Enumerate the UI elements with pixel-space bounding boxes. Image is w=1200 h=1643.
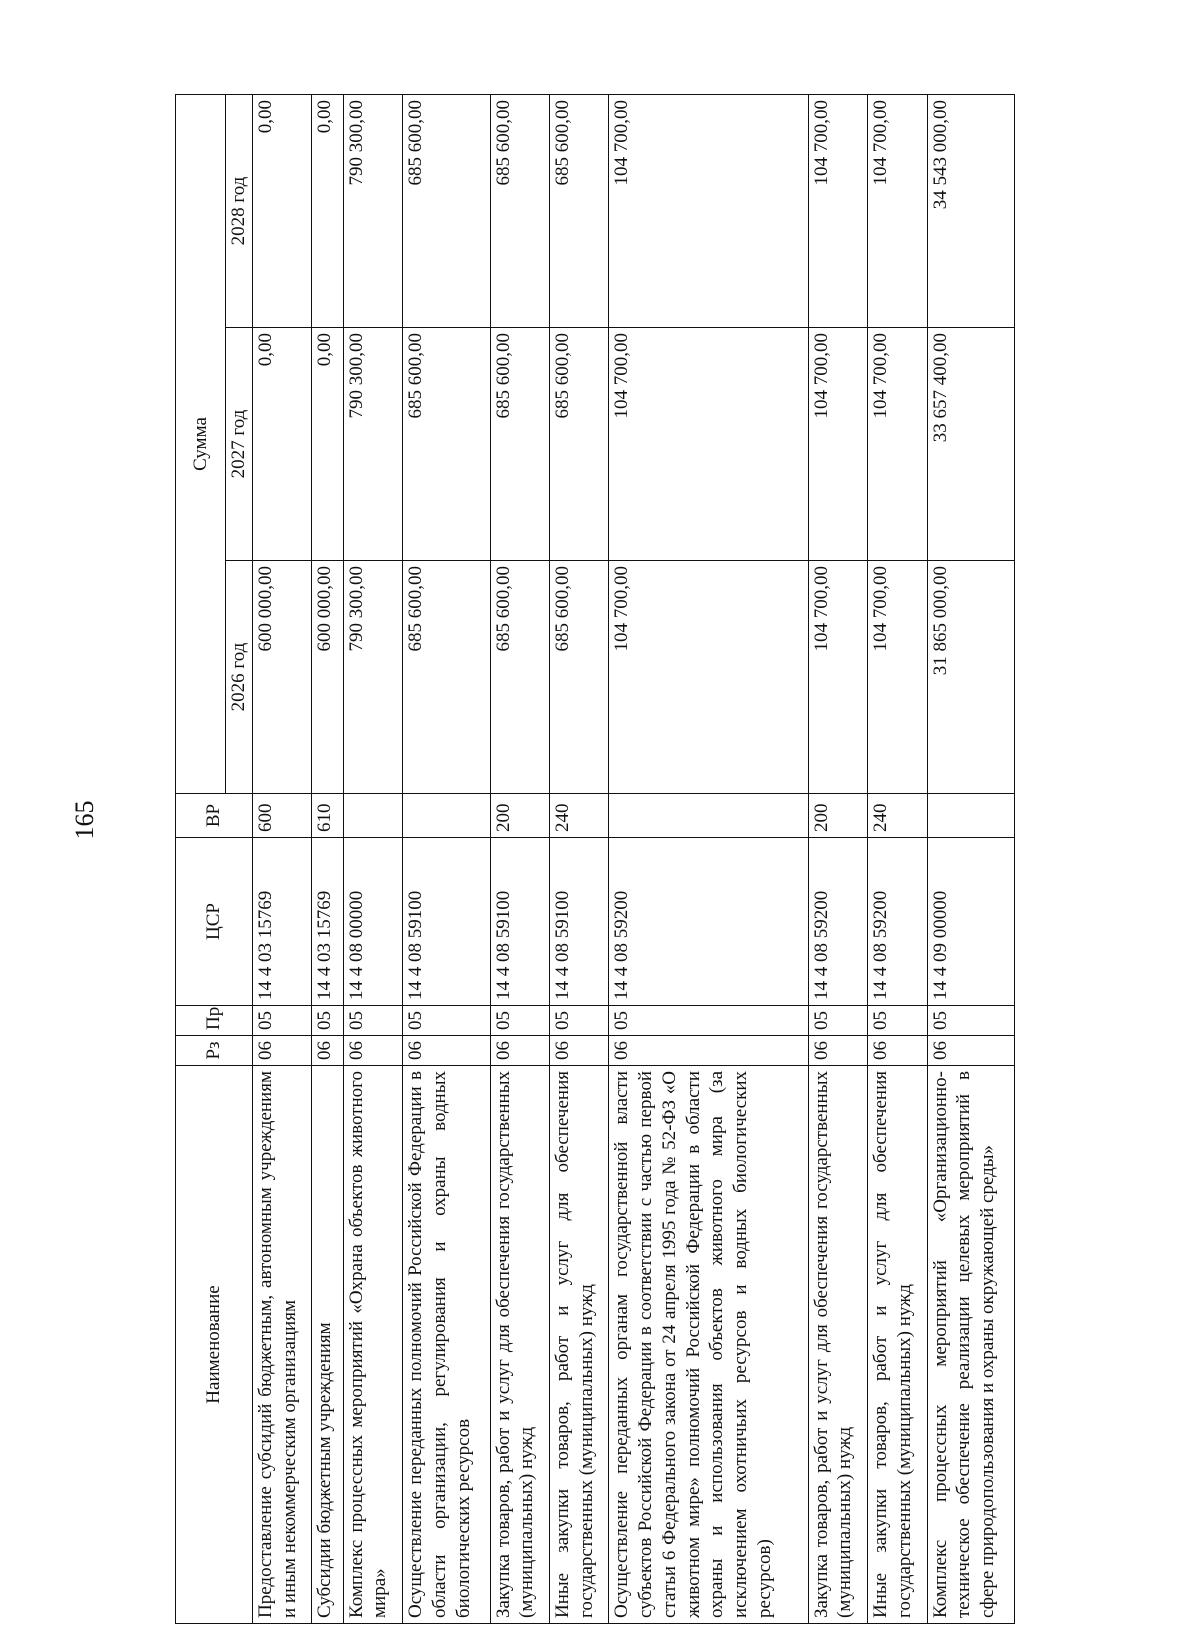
row-sum-2027: 104 700,00 (609, 328, 808, 561)
row-name: Закупка товаров, работ и услуг для обеспечения государственных (муниципальных) нужд (808, 1066, 867, 1624)
row-pr: 05 (403, 1006, 490, 1036)
table-row (808, 94, 867, 1623)
row-name: Субсидии бюджетным учреждениям (312, 1066, 343, 1624)
row-sum-2027: 104 700,00 (868, 328, 927, 561)
row-csr: 14 4 08 00000 (343, 838, 402, 1006)
row-csr: 14 4 08 59200 (609, 838, 808, 1006)
row-sum-2027: 685 600,00 (490, 328, 549, 561)
row-rz: 06 (927, 1036, 1015, 1066)
table-row (609, 94, 808, 1623)
header-csr: ЦСР (176, 838, 253, 1006)
row-rz: 06 (252, 1036, 311, 1066)
row-sum-2028: 685 600,00 (549, 94, 608, 327)
row-name: Комплекс процессных мероприятий «Организационно-техническое обеспечение реализации целевых мероприятий в сфере природопользования и охраны окружающей среды» (927, 1066, 1015, 1624)
row-vr: 200 (808, 794, 867, 838)
row-csr: 14 4 08 59200 (808, 838, 867, 1006)
row-csr: 14 4 03 15769 (252, 838, 311, 1006)
row-sum-2026: 104 700,00 (808, 561, 867, 794)
row-vr (927, 794, 1015, 838)
row-sum-2026: 104 700,00 (868, 561, 927, 794)
row-rz: 06 (343, 1036, 402, 1066)
budget-table (175, 94, 1015, 1624)
header-name: Наименование (176, 1066, 253, 1624)
row-pr: 05 (343, 1006, 402, 1036)
row-sum-2028: 790 300,00 (343, 94, 402, 327)
row-sum-2027: 685 600,00 (549, 328, 608, 561)
row-sum-2026: 104 700,00 (609, 561, 808, 794)
row-rz: 06 (403, 1036, 490, 1066)
table-header-row (176, 94, 226, 1623)
page-number: 165 (70, 800, 99, 840)
header-year-2028: 2028 год (226, 94, 253, 327)
row-name: Закупка товаров, работ и услуг для обеспечения государственных (муниципальных) нужд (490, 1066, 549, 1624)
header-vr: ВР (176, 794, 253, 838)
row-pr: 05 (490, 1006, 549, 1036)
row-csr: 14 4 03 15769 (312, 838, 343, 1006)
row-name: Предоставление субсидий бюджетным, автономным учреждениям и иным некоммерческим организациям (252, 1066, 311, 1624)
table-row (549, 94, 608, 1623)
row-vr: 240 (549, 794, 608, 838)
table-row (312, 94, 343, 1623)
row-vr (343, 794, 402, 838)
header-rz: Рз (176, 1036, 253, 1066)
row-rz: 06 (808, 1036, 867, 1066)
row-sum-2028: 685 600,00 (490, 94, 549, 327)
row-sum-2028: 0,00 (252, 94, 311, 327)
table-row (343, 94, 402, 1623)
row-sum-2028: 104 700,00 (868, 94, 927, 327)
table-row (490, 94, 549, 1623)
row-vr: 610 (312, 794, 343, 838)
table-row (403, 94, 490, 1623)
row-sum-2026: 600 000,00 (312, 561, 343, 794)
header-year-2026: 2026 год (226, 561, 253, 794)
row-sum-2026: 31 865 000,00 (927, 561, 1015, 794)
row-sum-2026: 600 000,00 (252, 561, 311, 794)
row-csr: 14 4 08 59100 (490, 838, 549, 1006)
row-vr (403, 794, 490, 838)
row-sum-2027: 33 657 400,00 (927, 328, 1015, 561)
row-pr: 05 (609, 1006, 808, 1036)
table-row (927, 94, 1015, 1623)
row-pr: 05 (927, 1006, 1015, 1036)
row-sum-2028: 0,00 (312, 94, 343, 327)
row-rz: 06 (868, 1036, 927, 1066)
row-sum-2026: 790 300,00 (343, 561, 402, 794)
row-name: Иные закупки товаров, работ и услуг для обеспечения государственных (муниципальных) нужд (868, 1066, 927, 1624)
row-pr: 05 (252, 1006, 311, 1036)
row-vr: 600 (252, 794, 311, 838)
row-sum-2027: 685 600,00 (403, 328, 490, 561)
header-pr: Пр (176, 1006, 253, 1036)
row-vr (609, 794, 808, 838)
row-pr: 05 (808, 1006, 867, 1036)
row-pr: 05 (868, 1006, 927, 1036)
row-sum-2026: 685 600,00 (403, 561, 490, 794)
row-name: Осуществление переданных полномочий Российской Федерации в области организации, регулирования и охраны водных биологических ресурсов (403, 1066, 490, 1624)
row-sum-2028: 34 543 000,00 (927, 94, 1015, 327)
row-sum-2027: 790 300,00 (343, 328, 402, 561)
row-sum-2028: 104 700,00 (609, 94, 808, 327)
row-rz: 06 (549, 1036, 608, 1066)
row-vr: 200 (490, 794, 549, 838)
row-sum-2027: 0,00 (252, 328, 311, 561)
row-sum-2027: 104 700,00 (808, 328, 867, 561)
row-csr: 14 4 08 59100 (403, 838, 490, 1006)
row-name: Осуществление переданных органам государственной власти субъектов Российской Федерации в соответствии с частью первой статьи 6 Федерального закона от 24 апреля 1995 года № 52-ФЗ «О животном мире» полномочий Российской Федерации в области охраны и использования объектов животного мира (за исключением охотничьих ресурсов и водных биологических ресурсов) (609, 1066, 808, 1624)
table-row (252, 94, 311, 1623)
row-vr: 240 (868, 794, 927, 838)
header-sum: Сумма (176, 94, 226, 793)
row-sum-2027: 0,00 (312, 328, 343, 561)
rotated-table-sheet (175, 94, 1015, 1624)
row-rz: 06 (490, 1036, 549, 1066)
row-sum-2028: 104 700,00 (808, 94, 867, 327)
row-rz: 06 (312, 1036, 343, 1066)
header-year-2027: 2027 год (226, 328, 253, 561)
row-name: Иные закупки товаров, работ и услуг для обеспечения государственных (муниципальных) нужд (549, 1066, 608, 1624)
row-csr: 14 4 08 59200 (868, 838, 927, 1006)
row-csr: 14 4 09 00000 (927, 838, 1015, 1006)
row-sum-2026: 685 600,00 (549, 561, 608, 794)
row-sum-2028: 685 600,00 (403, 94, 490, 327)
row-sum-2026: 685 600,00 (490, 561, 549, 794)
row-rz: 06 (609, 1036, 808, 1066)
table-row (868, 94, 927, 1623)
row-pr: 05 (312, 1006, 343, 1036)
row-name: Комплекс процессных мероприятий «Охрана объектов животного мира» (343, 1066, 402, 1624)
row-csr: 14 4 08 59100 (549, 838, 608, 1006)
row-pr: 05 (549, 1006, 608, 1036)
